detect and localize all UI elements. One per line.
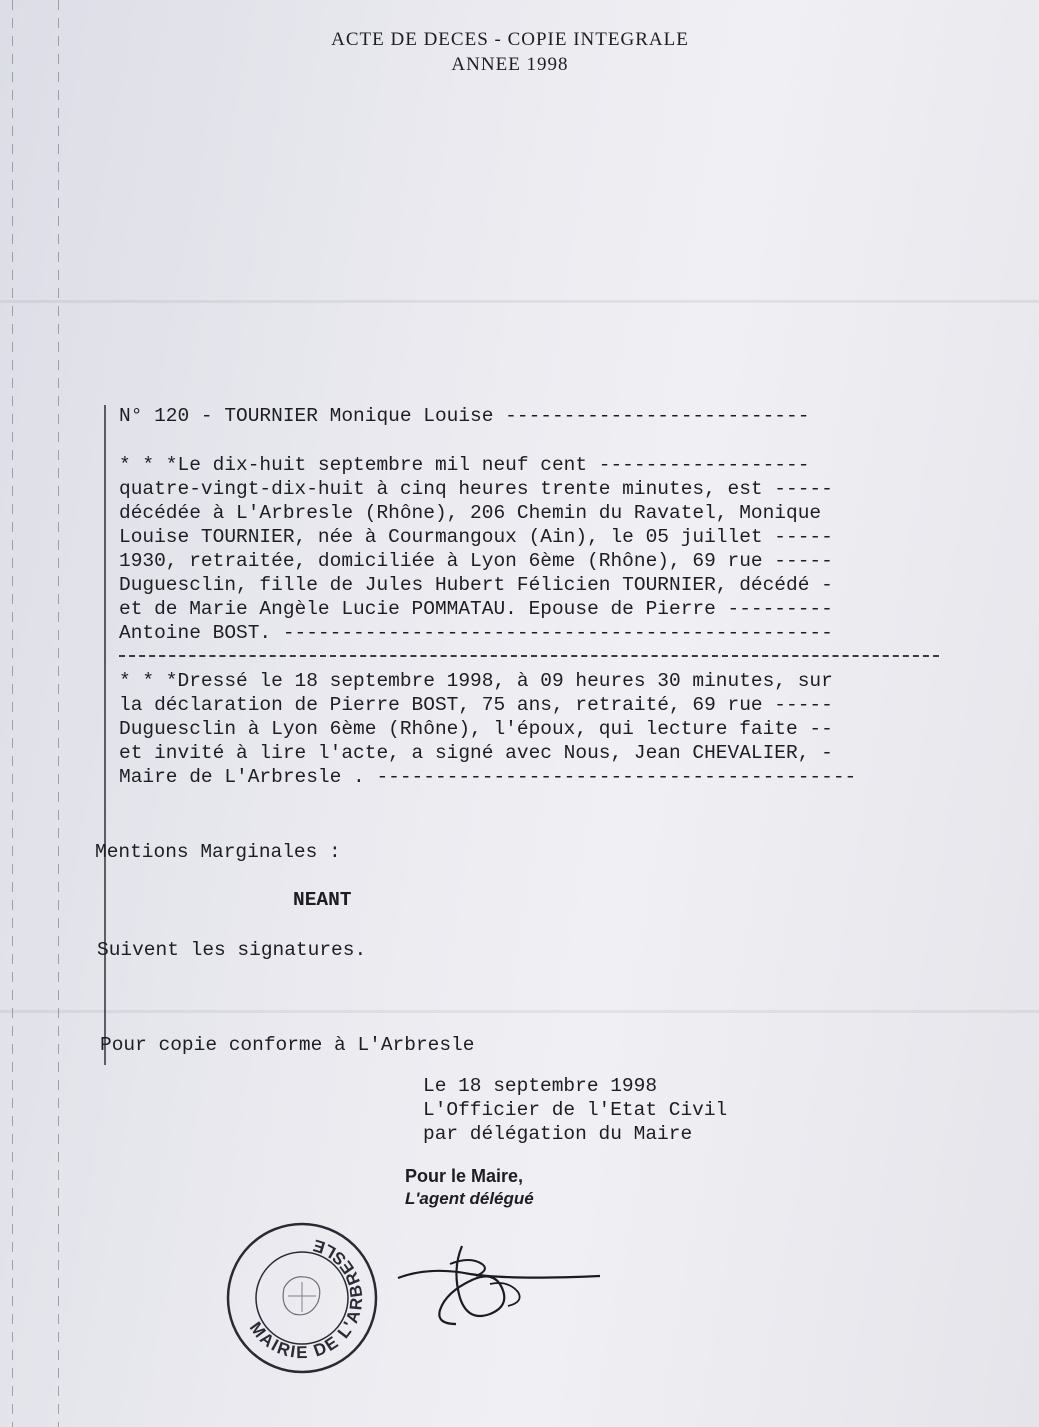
document-header: [250, 27, 770, 77]
copy-note: Pour copie conforme à L'Arbresle: [100, 1034, 475, 1056]
act-line: Antoine BOST. -----------------------------------------------: [119, 622, 833, 644]
act-line: et de Marie Angèle Lucie POMMATAU. Epouse de Pierre ---------: [119, 598, 833, 620]
act-line: Duguesclin à Lyon 6ème (Rhône), l'époux, qui lecture faite --: [119, 718, 833, 740]
act-line: * * *Dressé le 18 septembre 1998, à 09 heures 30 minutes, sur: [119, 670, 833, 692]
officer-title: L'Officier de l'Etat Civil: [423, 1099, 728, 1121]
paper-fold: [0, 300, 1039, 303]
signatory-block: [405, 1166, 534, 1209]
act-line: Louise TOURNIER, née à Courmangoux (Ain), le 05 juillet -----: [119, 526, 833, 548]
act-line: quatre-vingt-dix-huit à cinq heures trente minutes, est -----: [119, 478, 833, 500]
act-heading: N° 120 - TOURNIER Monique Louise --------------------------: [119, 405, 810, 427]
margin-line: [104, 405, 106, 1065]
act-line: décédée à L'Arbresle (Rhône), 206 Chemin du Ravatel, Monique: [119, 502, 822, 524]
mentions-label: Mentions Marginales :: [95, 841, 341, 863]
edge-perforation: [58, 0, 59, 1427]
municipal-stamp: [222, 1218, 382, 1378]
paper-fold: [0, 1010, 1039, 1013]
agent-label: L'agent délégué: [405, 1189, 534, 1208]
signatures-note: Suivent les signatures.: [97, 939, 367, 961]
officer-date: Le 18 septembre 1998: [423, 1075, 658, 1097]
svg-text:MAIRIE DE L'ARBRESLE: MAIRIE DE L'ARBRESLE: [245, 1234, 367, 1363]
officer-block: [423, 1074, 727, 1146]
mentions-value: NEANT: [293, 889, 352, 911]
officer-delegation: par délégation du Maire: [423, 1123, 693, 1145]
act-line: * * *Le dix-huit septembre mil neuf cent ------------------: [119, 454, 810, 476]
handwritten-signature: [390, 1240, 610, 1330]
document-title: ACTE DE DECES - COPIE INTEGRALE: [331, 29, 689, 50]
act-line: Maire de L'Arbresle . -----------------------------------------: [119, 766, 857, 788]
separator-rule: [119, 655, 939, 657]
edge-perforation: [12, 0, 13, 1427]
act-line: Duguesclin, fille de Jules Hubert Félicien TOURNIER, décédé -: [119, 574, 833, 596]
for-mayor-label: Pour le Maire,: [405, 1166, 524, 1186]
document-year: ANNEE 1998: [451, 54, 569, 75]
act-line: et invité à lire l'acte, a signé avec Nous, Jean CHEVALIER, -: [119, 742, 833, 764]
act-line: 1930, retraitée, domiciliée à Lyon 6ème (Rhône), 69 rue -----: [119, 550, 833, 572]
act-line: la déclaration de Pierre BOST, 75 ans, retraité, 69 rue -----: [119, 694, 833, 716]
